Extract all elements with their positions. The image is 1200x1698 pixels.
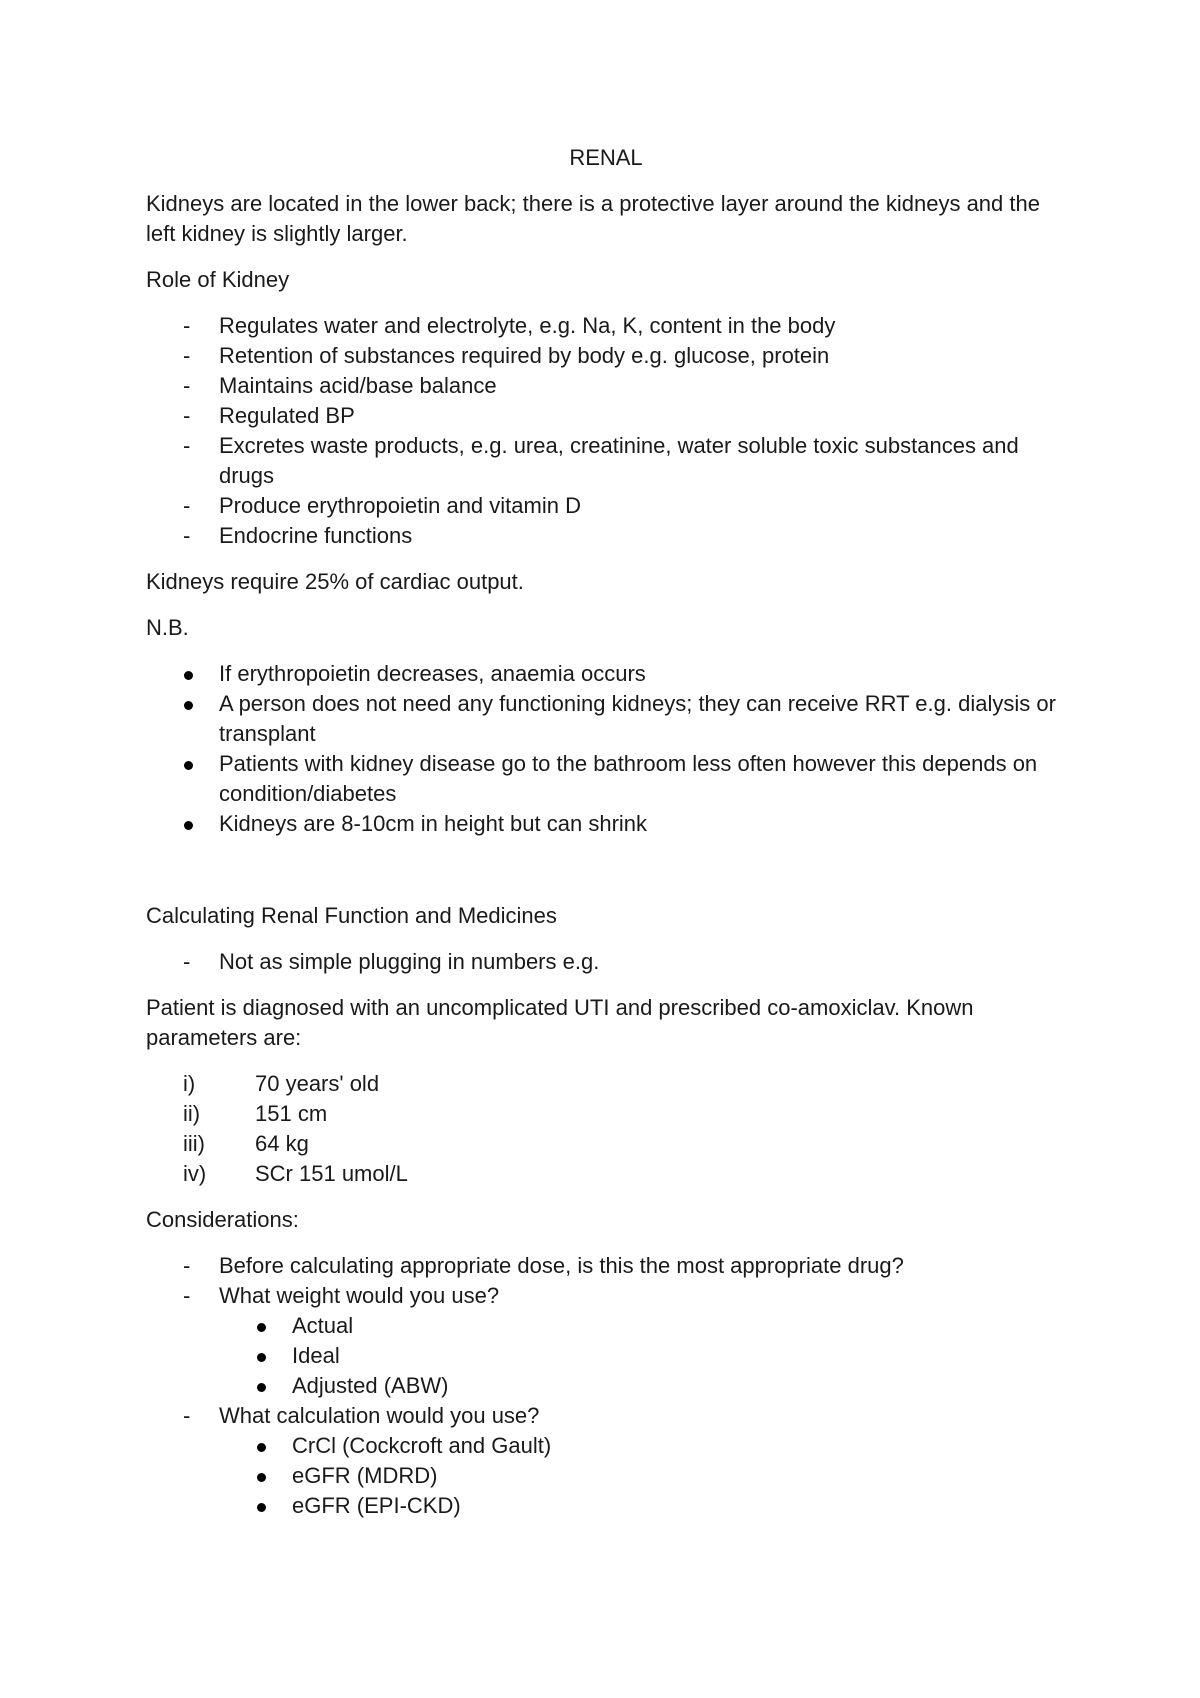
document-title: RENAL xyxy=(569,145,643,170)
considerations-list xyxy=(146,1251,1066,1521)
cardiac-output-paragraph: Kidneys require 25% of cardiac output. xyxy=(146,569,524,594)
list-item xyxy=(219,1341,1066,1371)
bullet-icon xyxy=(257,1353,266,1362)
list-item xyxy=(146,1401,1066,1521)
list-item xyxy=(146,1069,1066,1099)
list-item-text: Endocrine functions xyxy=(219,523,413,548)
nb-list xyxy=(146,659,1066,839)
list-item-text: eGFR (MDRD) xyxy=(292,1463,438,1488)
list-item xyxy=(219,1311,1066,1341)
list-item-text: Excretes waste products, e.g. urea, creatinine, water soluble toxic substances and drugs xyxy=(219,433,1019,488)
list-item-text: SCr 151 umol/L xyxy=(255,1161,408,1186)
list-item-text: What calculation would you use? xyxy=(219,1403,540,1428)
list-item-text: Regulated BP xyxy=(219,403,355,428)
list-item-text: 70 years' old xyxy=(255,1071,380,1096)
list-item xyxy=(219,1371,1066,1401)
bullet-icon xyxy=(184,821,193,830)
list-item-text: Not as simple plugging in numbers e.g. xyxy=(219,949,600,974)
considerations-heading: Considerations: xyxy=(146,1207,299,1232)
dash-marker: - xyxy=(183,1283,191,1308)
dash-marker: - xyxy=(183,343,191,368)
calc-heading: Calculating Renal Function and Medicines xyxy=(146,903,557,928)
dash-marker: - xyxy=(183,1253,191,1278)
bullet-icon xyxy=(184,701,193,710)
list-item xyxy=(219,1461,1066,1491)
document-page xyxy=(146,143,1066,1537)
dash-marker: - xyxy=(183,313,191,338)
weight-options-list xyxy=(219,1311,1066,1401)
list-item xyxy=(146,947,1066,977)
parameters-list xyxy=(146,1069,1066,1189)
bullet-icon xyxy=(257,1503,266,1512)
dash-marker: - xyxy=(183,403,191,428)
dash-marker: - xyxy=(183,949,191,974)
list-item-text: Patients with kidney disease go to the bathroom less often however this depends on condition/diabetes xyxy=(219,751,1038,806)
list-item-text: Produce erythropoietin and vitamin D xyxy=(219,493,581,518)
dash-marker: - xyxy=(183,433,191,458)
list-item xyxy=(146,521,1066,551)
list-item xyxy=(146,341,1066,371)
list-item xyxy=(219,1431,1066,1461)
list-item xyxy=(146,809,1066,839)
list-item-text: A person does not need any functioning kidneys; they can receive RRT e.g. dialysis or transplant xyxy=(219,691,1056,746)
list-item-text: 151 cm xyxy=(255,1101,328,1126)
blank-line xyxy=(146,855,1066,901)
list-item xyxy=(146,749,1066,809)
list-item xyxy=(146,371,1066,401)
list-item xyxy=(146,1251,1066,1281)
list-item xyxy=(146,401,1066,431)
list-item xyxy=(146,1099,1066,1129)
list-item-text: What weight would you use? xyxy=(219,1283,500,1308)
dash-marker: - xyxy=(183,493,191,518)
list-item-text: CrCl (Cockcroft and Gault) xyxy=(292,1433,552,1458)
role-heading: Role of Kidney xyxy=(146,267,290,292)
dash-marker: - xyxy=(183,523,191,548)
calculation-options-list xyxy=(219,1431,1066,1521)
list-item xyxy=(146,659,1066,689)
list-item xyxy=(146,491,1066,521)
list-item xyxy=(146,689,1066,749)
roman-marker: i) xyxy=(183,1071,196,1096)
list-item xyxy=(219,1491,1066,1521)
role-list xyxy=(146,311,1066,551)
list-item-text: Maintains acid/base balance xyxy=(219,373,497,398)
list-item xyxy=(146,1129,1066,1159)
list-item-text: Kidneys are 8-10cm in height but can shrink xyxy=(219,811,648,836)
nb-heading: N.B. xyxy=(146,615,189,640)
list-item xyxy=(146,1159,1066,1189)
bullet-icon xyxy=(257,1323,266,1332)
patient-paragraph: Patient is diagnosed with an uncomplicated UTI and prescribed co-amoxiclav. Known parameters are: xyxy=(146,995,974,1050)
intro-paragraph: Kidneys are located in the lower back; there is a protective layer around the kidneys and the left kidney is slightly larger. xyxy=(146,191,1040,246)
list-item-text: Before calculating appropriate dose, is this the most appropriate drug? xyxy=(219,1253,904,1278)
list-item-text: Ideal xyxy=(292,1343,340,1368)
list-item-text: Regulates water and electrolyte, e.g. Na, K, content in the body xyxy=(219,313,836,338)
list-item xyxy=(146,431,1066,491)
bullet-icon xyxy=(257,1473,266,1482)
roman-marker: ii) xyxy=(183,1101,201,1126)
list-item-text: Adjusted (ABW) xyxy=(292,1373,449,1398)
bullet-icon xyxy=(184,671,193,680)
roman-marker: iii) xyxy=(183,1131,205,1156)
calc-list xyxy=(146,947,1066,977)
list-item-text: Retention of substances required by body e.g. glucose, protein xyxy=(219,343,830,368)
list-item-text: Actual xyxy=(292,1313,354,1338)
bullet-icon xyxy=(257,1443,266,1452)
list-item-text: eGFR (EPI-CKD) xyxy=(292,1493,461,1518)
list-item xyxy=(146,1281,1066,1401)
list-item-text: If erythropoietin decreases, anaemia occurs xyxy=(219,661,646,686)
bullet-icon xyxy=(184,761,193,770)
list-item-text: 64 kg xyxy=(255,1131,309,1156)
roman-marker: iv) xyxy=(183,1161,207,1186)
dash-marker: - xyxy=(183,1403,191,1428)
dash-marker: - xyxy=(183,373,191,398)
bullet-icon xyxy=(257,1383,266,1392)
list-item xyxy=(146,311,1066,341)
